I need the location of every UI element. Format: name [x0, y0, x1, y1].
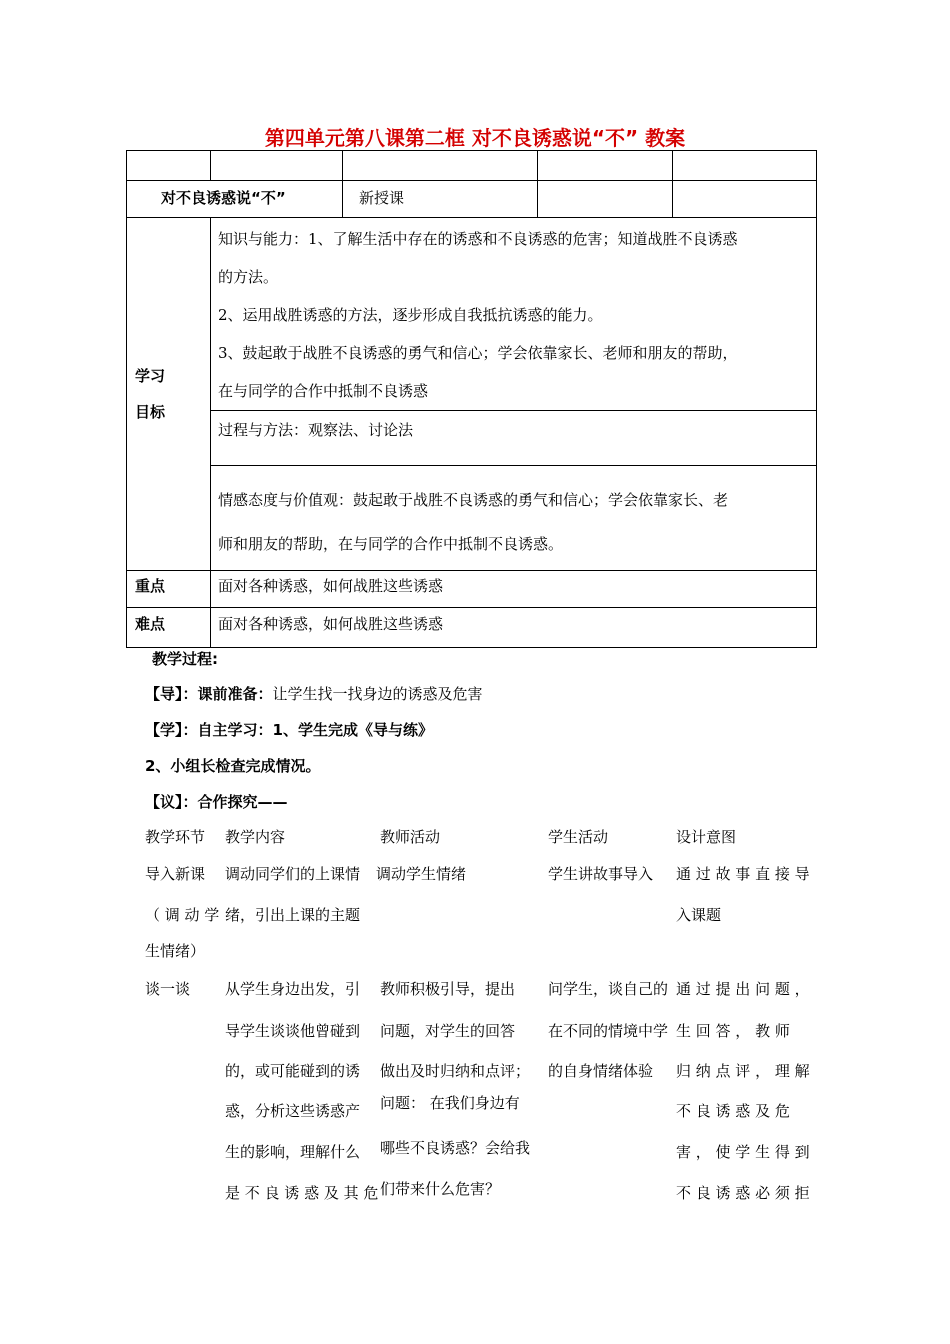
- row2-content-line: 是 不 良 诱 惑 及 其 危: [225, 1184, 379, 1202]
- row2-teacher-line: 教师积极引导，提出: [380, 980, 516, 998]
- table-row: [127, 218, 817, 411]
- key-text: 面对各种诱惑，如何战胜这些诱惑: [218, 577, 444, 595]
- row2-content-line: 的，或可能碰到的诱: [225, 1062, 361, 1080]
- page-title: 第四单元第八课第二框 对不良诱惑说“不” 教案: [264, 126, 686, 150]
- row2-student-line: 的自身情绪体验: [548, 1062, 654, 1080]
- topic-cell: 对不良诱惑说“不”: [161, 189, 286, 207]
- process-goals: 过程与方法：观察法、讨论法: [218, 421, 414, 439]
- row1-student: 学生讲故事导入: [548, 865, 654, 883]
- column-header-content: 教学内容: [225, 828, 286, 846]
- column-header-teacher: 教师活动: [380, 828, 441, 846]
- step-yi: 【议】：合作探究——: [145, 793, 288, 811]
- knowledge-goals: 知识与能力：1、了解生活中存在的诱惑和不良诱惑的危害；知道战胜不良诱惑 的方法。 2、运用战胜诱惑的方法，逐步形成自我抵抗诱惑的能力。 3、鼓起敢于战胜不良诱惑的勇气和信心；学会依靠家长、老师和朋友的帮助， 在与同学的合作中抵制不良诱惑: [218, 230, 738, 400]
- key-label: 重点: [135, 577, 166, 595]
- table-row: [127, 181, 817, 218]
- row2-intent-line: 不 良 诱 惑 及 危: [676, 1102, 790, 1120]
- row2-intent-line: 不 良 诱 惑 必 须 拒: [676, 1184, 810, 1202]
- table-row: [127, 466, 817, 571]
- difficult-text: 面对各种诱惑，如何战胜这些诱惑: [218, 615, 444, 633]
- row2-intent-line: 通 过 提 出 问 题 ，: [676, 980, 810, 998]
- table-row: [127, 151, 817, 181]
- row1-intent-line: 入课题: [676, 906, 722, 924]
- row1-phase-line: （ 调 动 学: [145, 906, 220, 924]
- column-header-phase: 教学环节: [145, 828, 206, 846]
- row2-content-line: 惑，分析这些诱惑产: [225, 1102, 361, 1120]
- table-row: [127, 608, 817, 648]
- column-header-intent: 设计意图: [676, 828, 737, 846]
- row2-teacher-line: 们带来什么危害？: [380, 1180, 501, 1198]
- process-heading: 教学过程:: [152, 650, 218, 668]
- column-header-student: 学生活动: [548, 828, 609, 846]
- table-row: [127, 411, 817, 466]
- row2-content-line: 从学生身边出发，引: [225, 980, 361, 998]
- row1-intent-line: 通 过 故 事 直 接 导: [676, 865, 810, 883]
- row2-intent-line: 生 回 答 ， 教 师: [676, 1022, 790, 1040]
- row2-student-line: 在不同的情境中学: [548, 1022, 669, 1040]
- table-row: [127, 571, 817, 608]
- row2-content-line: 导学生谈谈他曾碰到: [225, 1022, 361, 1040]
- row2-phase: 谈一谈: [145, 980, 191, 998]
- row2-intent-line: 归 纳 点 评 ， 理 解: [676, 1062, 810, 1080]
- goals-label: 学习 目标: [135, 367, 166, 421]
- row1-content-line: 调动同学们的上课情: [225, 865, 361, 883]
- row1-phase-line: 导入新课: [145, 865, 206, 883]
- row1-phase-line: 生情绪）: [145, 942, 206, 960]
- row2-teacher-line: 问题，对学生的回答: [380, 1022, 516, 1040]
- step-check: 2、小组长检查完成情况。: [145, 757, 321, 775]
- row2-teacher-line: 做出及时归纳和点评；: [380, 1062, 531, 1080]
- row2-teacher-line: 哪些不良诱惑？会给我: [380, 1139, 531, 1157]
- step-xue: 【学】：自主学习：1、学生完成《导与练》: [145, 721, 433, 739]
- step-dao: 【导】：课前准备：让学生找一找身边的诱惑及危害: [145, 685, 483, 703]
- row1-teacher: 调动学生情绪: [376, 865, 467, 883]
- row1-content-line: 绪，引出上课的主题: [225, 906, 361, 924]
- row2-teacher-line: 问题： 在我们身边有: [380, 1094, 520, 1112]
- row2-intent-line: 害 ， 使 学 生 得 到: [676, 1143, 810, 1161]
- row2-student-line: 问学生，谈自己的: [548, 980, 669, 998]
- lesson-plan-table: [126, 150, 817, 648]
- lesson-type-cell: 新授课: [359, 189, 405, 207]
- row2-content-line: 生的影响，理解什么: [225, 1143, 361, 1161]
- difficult-label: 难点: [135, 615, 166, 633]
- emotion-goals: 情感态度与价值观：鼓起敢于战胜不良诱惑的勇气和信心；学会依靠家长、老 师和朋友的帮助，在与同学的合作中抵制不良诱惑。: [218, 491, 729, 553]
